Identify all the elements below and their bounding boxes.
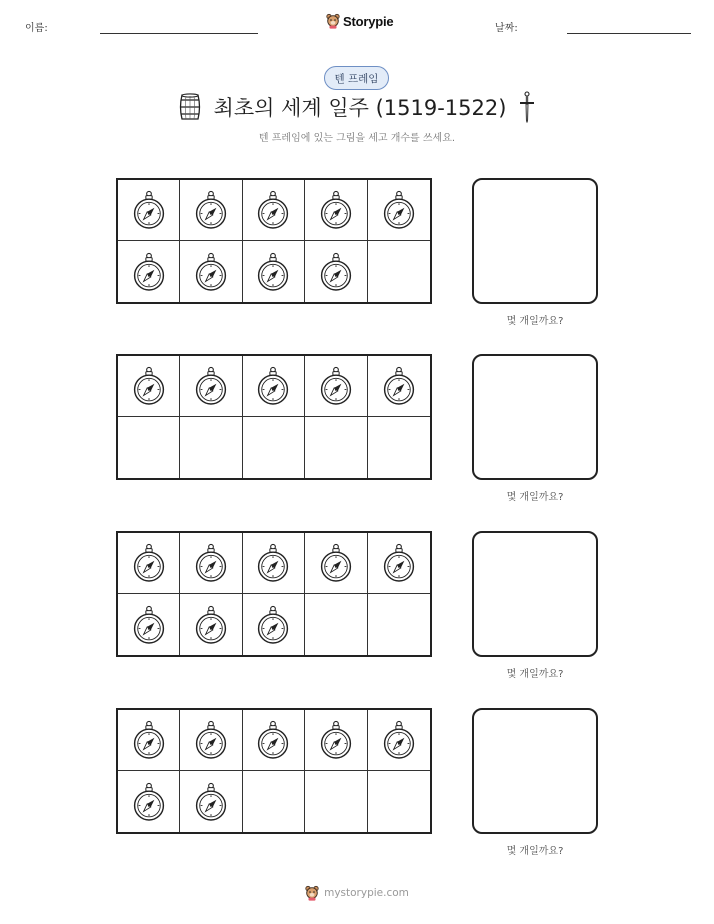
answer-box-2[interactable]: [472, 354, 598, 480]
compass-icon: [193, 782, 229, 822]
ten-frame-cell: [180, 241, 242, 302]
bear-icon: [305, 885, 319, 901]
date-label: 날짜:: [495, 23, 518, 34]
brand-name: Storypie: [343, 13, 394, 29]
compass-icon: [131, 720, 167, 760]
compass-icon: [318, 252, 354, 292]
ten-frame-cell: [118, 417, 180, 478]
ten-frame-cell: [180, 771, 242, 832]
compass-icon: [381, 720, 417, 760]
bear-icon: [326, 13, 340, 29]
sword-icon: [518, 91, 536, 123]
compass-icon: [131, 782, 167, 822]
ten-frame-cell: [243, 180, 305, 241]
footer-url[interactable]: mystorypie.com: [324, 887, 409, 899]
compass-icon: [131, 605, 167, 645]
compass-icon: [255, 366, 291, 406]
answer-question-4: 몇 개일까요?: [506, 846, 564, 857]
footer: [0, 885, 714, 901]
ten-frame-cell: [305, 180, 367, 241]
answer-box-4[interactable]: [472, 708, 598, 834]
ten-frame-3: [116, 531, 432, 657]
compass-icon: [131, 366, 167, 406]
answer-question-1: 몇 개일까요?: [506, 316, 564, 327]
ten-frame-cell: [180, 417, 242, 478]
ten-frame-cell: [305, 533, 367, 594]
ten-frame-cell: [180, 710, 242, 771]
compass-icon: [193, 543, 229, 583]
ten-frame-cell: [368, 180, 430, 241]
compass-icon: [255, 252, 291, 292]
ten-frame-cell: [305, 417, 367, 478]
compass-icon: [131, 190, 167, 230]
ten-frame-4: [116, 708, 432, 834]
ten-frame-cell: [118, 241, 180, 302]
name-label: 이름:: [25, 23, 48, 34]
ten-frame-2: [116, 354, 432, 480]
ten-frame-cell: [368, 710, 430, 771]
ten-frame-cell: [368, 533, 430, 594]
ten-frame-cell: [368, 241, 430, 302]
instructions: 텐 프레임에 있는 그림을 세고 개수를 쓰세요.: [258, 133, 456, 144]
ten-frame-cell: [243, 417, 305, 478]
ten-frame-cell: [180, 356, 242, 417]
ten-frame-cell: [243, 710, 305, 771]
compass-icon: [193, 720, 229, 760]
compass-icon: [193, 366, 229, 406]
compass-icon: [255, 720, 291, 760]
compass-icon: [193, 252, 229, 292]
answer-question-2: 몇 개일까요?: [506, 492, 564, 503]
page-title: 최초의 세계 일주 (1519-1522): [213, 96, 507, 120]
compass-icon: [318, 543, 354, 583]
ten-frame-cell: [243, 241, 305, 302]
ten-frame-cell: [305, 356, 367, 417]
ten-frame-cell: [180, 533, 242, 594]
compass-icon: [381, 366, 417, 406]
ten-frame-cell: [243, 594, 305, 655]
compass-icon: [255, 190, 291, 230]
ten-frame-cell: [118, 356, 180, 417]
ten-frame-cell: [305, 771, 367, 832]
ten-frame-cell: [368, 356, 430, 417]
ten-frame-1: [116, 178, 432, 304]
compass-icon: [381, 190, 417, 230]
brand-logo: [326, 13, 393, 29]
title-row: [150, 90, 564, 124]
ten-frame-cell: [368, 594, 430, 655]
compass-icon: [131, 252, 167, 292]
answer-question-3: 몇 개일까요?: [506, 669, 564, 680]
compass-icon: [131, 543, 167, 583]
ten-frame-cell: [180, 594, 242, 655]
barrel-icon: [178, 93, 202, 121]
name-line[interactable]: [100, 33, 258, 34]
compass-icon: [193, 190, 229, 230]
ten-frame-cell: [118, 771, 180, 832]
ten-frame-badge: 텐 프레임: [324, 66, 389, 90]
ten-frame-cell: [305, 710, 367, 771]
compass-icon: [381, 543, 417, 583]
compass-icon: [193, 605, 229, 645]
compass-icon: [318, 366, 354, 406]
ten-frame-cell: [305, 241, 367, 302]
ten-frame-cell: [118, 594, 180, 655]
compass-icon: [318, 720, 354, 760]
ten-frame-cell: [180, 180, 242, 241]
ten-frame-cell: [368, 417, 430, 478]
answer-box-1[interactable]: [472, 178, 598, 304]
compass-icon: [318, 190, 354, 230]
ten-frame-cell: [118, 533, 180, 594]
date-line[interactable]: [567, 33, 691, 34]
ten-frame-cell: [118, 710, 180, 771]
ten-frame-cell: [243, 533, 305, 594]
ten-frame-cell: [368, 771, 430, 832]
ten-frame-cell: [305, 594, 367, 655]
answer-box-3[interactable]: [472, 531, 598, 657]
compass-icon: [255, 605, 291, 645]
ten-frame-cell: [118, 180, 180, 241]
ten-frame-cell: [243, 771, 305, 832]
compass-icon: [255, 543, 291, 583]
ten-frame-cell: [243, 356, 305, 417]
